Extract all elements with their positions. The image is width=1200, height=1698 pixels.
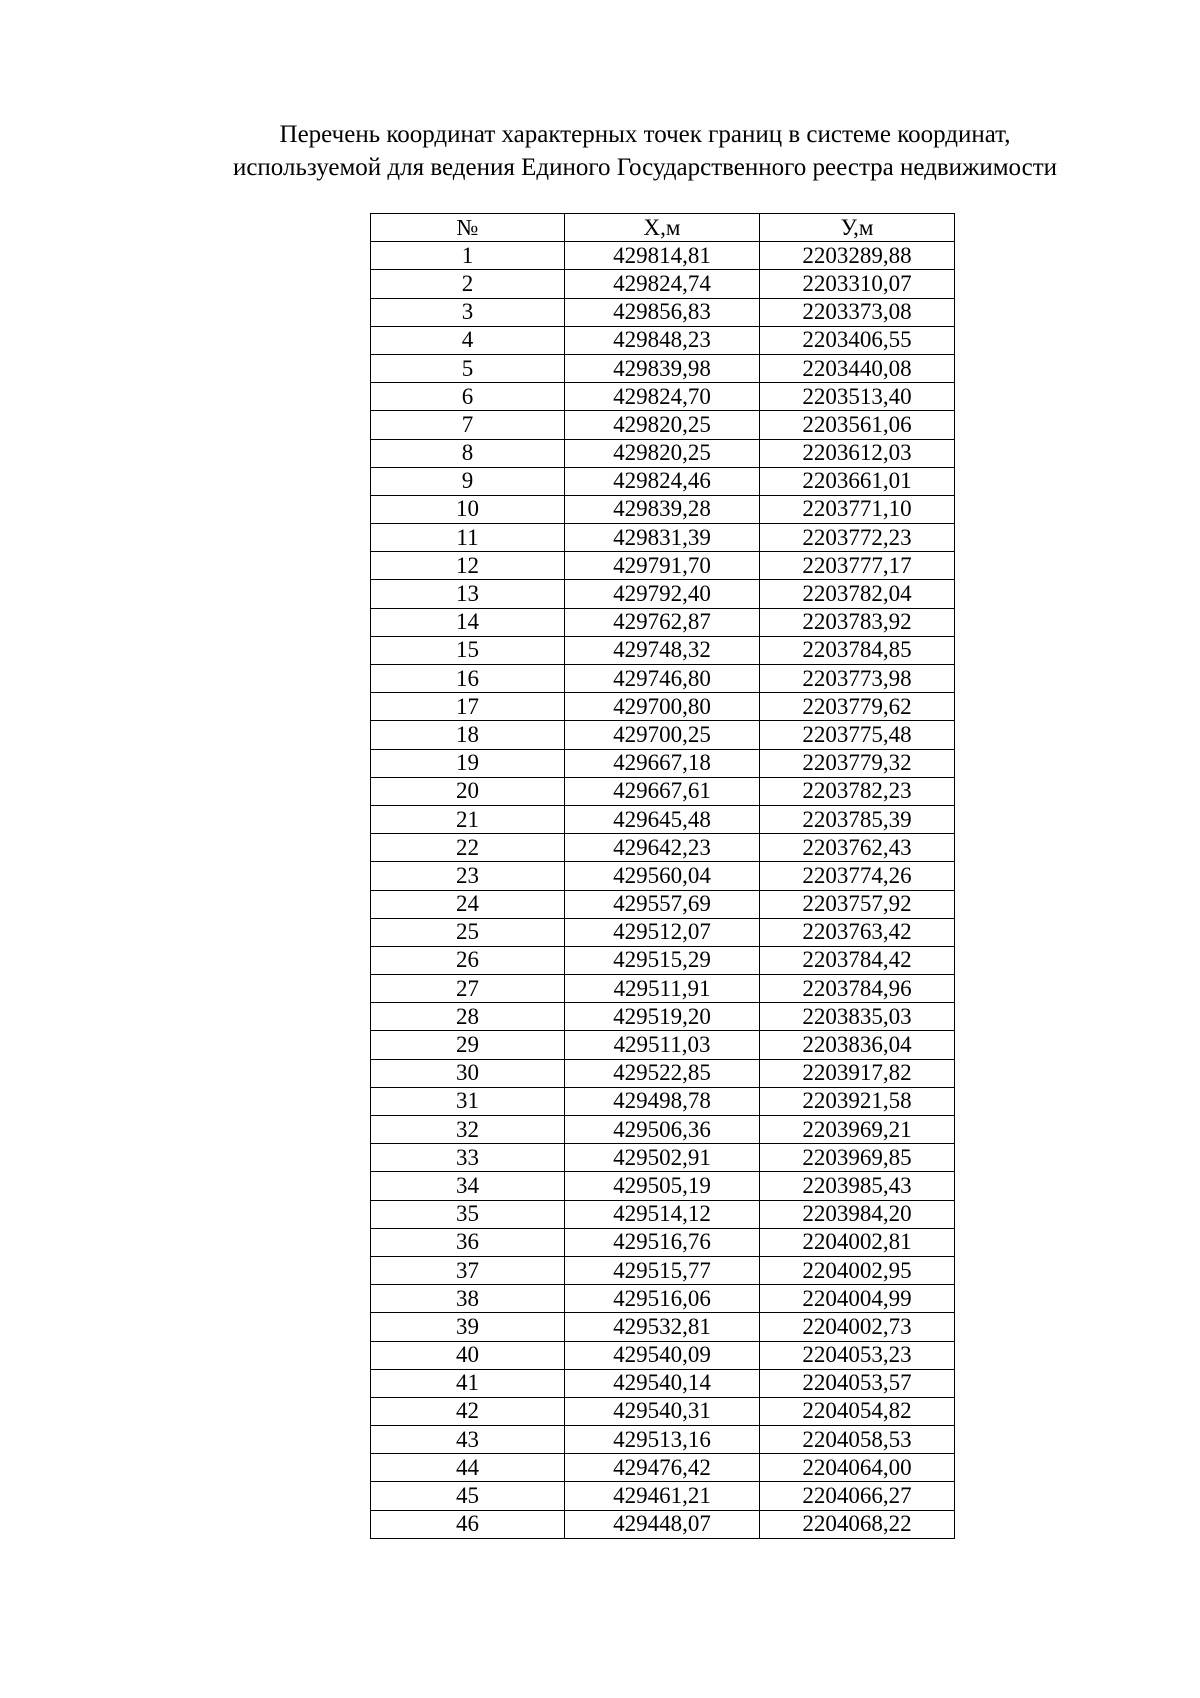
x-coordinate-cell: 429461,21	[565, 1482, 760, 1510]
table-row	[371, 693, 955, 721]
point-number-cell: 1	[371, 242, 565, 270]
point-number-cell: 42	[371, 1397, 565, 1425]
table-row	[371, 749, 955, 777]
point-number-cell: 10	[371, 495, 565, 523]
y-coordinate-cell: 2204066,27	[760, 1482, 955, 1510]
point-number-cell: 27	[371, 975, 565, 1003]
table-row	[371, 524, 955, 552]
table-row	[371, 1369, 955, 1397]
y-coordinate-cell: 2204068,22	[760, 1510, 955, 1538]
table-row	[371, 326, 955, 354]
title-line-2: используемой для ведения Единого Государственного реестра недвижимости	[232, 154, 1058, 181]
x-coordinate-cell: 429746,80	[565, 665, 760, 693]
table-row	[371, 1228, 955, 1256]
x-coordinate-cell: 429700,25	[565, 721, 760, 749]
point-number-cell: 5	[371, 354, 565, 382]
x-coordinate-cell: 429515,29	[565, 946, 760, 974]
table-row	[371, 1116, 955, 1144]
y-coordinate-cell: 2203373,08	[760, 298, 955, 326]
x-coordinate-cell: 429476,42	[565, 1454, 760, 1482]
x-coordinate-cell: 429522,85	[565, 1059, 760, 1087]
y-coordinate-cell: 2203779,62	[760, 693, 955, 721]
y-coordinate-cell: 2203612,03	[760, 439, 955, 467]
point-number-cell: 39	[371, 1313, 565, 1341]
y-coordinate-cell: 2203777,17	[760, 552, 955, 580]
header-y: У,м	[760, 214, 955, 242]
table-row	[371, 834, 955, 862]
point-number-cell: 18	[371, 721, 565, 749]
y-coordinate-cell: 2203784,85	[760, 636, 955, 664]
x-coordinate-cell: 429748,32	[565, 636, 760, 664]
table-header-row	[371, 214, 955, 242]
y-coordinate-cell: 2203917,82	[760, 1059, 955, 1087]
point-number-cell: 20	[371, 777, 565, 805]
y-coordinate-cell: 2204004,99	[760, 1285, 955, 1313]
x-coordinate-cell: 429824,74	[565, 270, 760, 298]
point-number-cell: 43	[371, 1426, 565, 1454]
x-coordinate-cell: 429515,77	[565, 1256, 760, 1284]
point-number-cell: 30	[371, 1059, 565, 1087]
x-coordinate-cell: 429513,16	[565, 1426, 760, 1454]
x-coordinate-cell: 429667,18	[565, 749, 760, 777]
y-coordinate-cell: 2203774,26	[760, 862, 955, 890]
point-number-cell: 35	[371, 1200, 565, 1228]
x-coordinate-cell: 429839,98	[565, 354, 760, 382]
x-coordinate-cell: 429511,03	[565, 1031, 760, 1059]
x-coordinate-cell: 429824,70	[565, 383, 760, 411]
table-row	[371, 1031, 955, 1059]
table-row	[371, 1510, 955, 1538]
x-coordinate-cell: 429557,69	[565, 890, 760, 918]
x-coordinate-cell: 429856,83	[565, 298, 760, 326]
y-coordinate-cell: 2203775,48	[760, 721, 955, 749]
table-row	[371, 1285, 955, 1313]
table-row	[371, 608, 955, 636]
table-row	[371, 552, 955, 580]
table-row	[371, 777, 955, 805]
point-number-cell: 17	[371, 693, 565, 721]
table-row	[371, 1087, 955, 1115]
y-coordinate-cell: 2203969,85	[760, 1144, 955, 1172]
point-number-cell: 7	[371, 411, 565, 439]
table-row	[371, 1256, 955, 1284]
y-coordinate-cell: 2203785,39	[760, 805, 955, 833]
coordinates-table	[370, 213, 955, 1539]
x-coordinate-cell: 429505,19	[565, 1172, 760, 1200]
x-coordinate-cell: 429645,48	[565, 805, 760, 833]
point-number-cell: 41	[371, 1369, 565, 1397]
table-row	[371, 495, 955, 523]
y-coordinate-cell: 2203757,92	[760, 890, 955, 918]
table-row	[371, 1144, 955, 1172]
x-coordinate-cell: 429667,61	[565, 777, 760, 805]
table-row	[371, 580, 955, 608]
y-coordinate-cell: 2203773,98	[760, 665, 955, 693]
x-coordinate-cell: 429831,39	[565, 524, 760, 552]
x-coordinate-cell: 429511,91	[565, 975, 760, 1003]
table-row	[371, 411, 955, 439]
y-coordinate-cell: 2204002,81	[760, 1228, 955, 1256]
point-number-cell: 8	[371, 439, 565, 467]
point-number-cell: 22	[371, 834, 565, 862]
point-number-cell: 12	[371, 552, 565, 580]
title-line-1: Перечень координат характерных точек границ в системе координат,	[279, 121, 1011, 148]
point-number-cell: 21	[371, 805, 565, 833]
y-coordinate-cell: 2203561,06	[760, 411, 955, 439]
y-coordinate-cell: 2203440,08	[760, 354, 955, 382]
table-row	[371, 354, 955, 382]
point-number-cell: 31	[371, 1087, 565, 1115]
y-coordinate-cell: 2204002,73	[760, 1313, 955, 1341]
table-body	[371, 242, 955, 1539]
point-number-cell: 45	[371, 1482, 565, 1510]
table-row	[371, 1341, 955, 1369]
y-coordinate-cell: 2203784,42	[760, 946, 955, 974]
table-row	[371, 862, 955, 890]
table-row	[371, 1200, 955, 1228]
x-coordinate-cell: 429792,40	[565, 580, 760, 608]
point-number-cell: 46	[371, 1510, 565, 1538]
x-coordinate-cell: 429839,28	[565, 495, 760, 523]
x-coordinate-cell: 429502,91	[565, 1144, 760, 1172]
x-coordinate-cell: 429820,25	[565, 439, 760, 467]
y-coordinate-cell: 2204064,00	[760, 1454, 955, 1482]
y-coordinate-cell: 2203985,43	[760, 1172, 955, 1200]
x-coordinate-cell: 429506,36	[565, 1116, 760, 1144]
x-coordinate-cell: 429540,31	[565, 1397, 760, 1425]
point-number-cell: 44	[371, 1454, 565, 1482]
y-coordinate-cell: 2203289,88	[760, 242, 955, 270]
point-number-cell: 33	[371, 1144, 565, 1172]
x-coordinate-cell: 429514,12	[565, 1200, 760, 1228]
point-number-cell: 23	[371, 862, 565, 890]
x-coordinate-cell: 429540,14	[565, 1369, 760, 1397]
y-coordinate-cell: 2204058,53	[760, 1426, 955, 1454]
header-number: №	[371, 214, 565, 242]
y-coordinate-cell: 2204053,23	[760, 1341, 955, 1369]
table-row	[371, 975, 955, 1003]
x-coordinate-cell: 429519,20	[565, 1003, 760, 1031]
table-row	[371, 665, 955, 693]
y-coordinate-cell: 2203513,40	[760, 383, 955, 411]
y-coordinate-cell: 2203782,23	[760, 777, 955, 805]
y-coordinate-cell: 2203406,55	[760, 326, 955, 354]
x-coordinate-cell: 429498,78	[565, 1087, 760, 1115]
y-coordinate-cell: 2203310,07	[760, 270, 955, 298]
table-row	[371, 467, 955, 495]
table-row	[371, 946, 955, 974]
point-number-cell: 32	[371, 1116, 565, 1144]
point-number-cell: 2	[371, 270, 565, 298]
point-number-cell: 24	[371, 890, 565, 918]
point-number-cell: 3	[371, 298, 565, 326]
y-coordinate-cell: 2203782,04	[760, 580, 955, 608]
x-coordinate-cell: 429791,70	[565, 552, 760, 580]
x-coordinate-cell: 429642,23	[565, 834, 760, 862]
point-number-cell: 13	[371, 580, 565, 608]
point-number-cell: 14	[371, 608, 565, 636]
y-coordinate-cell: 2203772,23	[760, 524, 955, 552]
y-coordinate-cell: 2203984,20	[760, 1200, 955, 1228]
table-row	[371, 721, 955, 749]
point-number-cell: 34	[371, 1172, 565, 1200]
document-title	[150, 118, 1140, 184]
table-row	[371, 1003, 955, 1031]
x-coordinate-cell: 429560,04	[565, 862, 760, 890]
point-number-cell: 37	[371, 1256, 565, 1284]
y-coordinate-cell: 2204054,82	[760, 1397, 955, 1425]
point-number-cell: 28	[371, 1003, 565, 1031]
y-coordinate-cell: 2203969,21	[760, 1116, 955, 1144]
point-number-cell: 38	[371, 1285, 565, 1313]
table-row	[371, 383, 955, 411]
x-coordinate-cell: 429516,76	[565, 1228, 760, 1256]
table-row	[371, 918, 955, 946]
table-row	[371, 1313, 955, 1341]
y-coordinate-cell: 2203779,32	[760, 749, 955, 777]
table-row	[371, 1059, 955, 1087]
point-number-cell: 36	[371, 1228, 565, 1256]
x-coordinate-cell: 429540,09	[565, 1341, 760, 1369]
y-coordinate-cell: 2203771,10	[760, 495, 955, 523]
x-coordinate-cell: 429820,25	[565, 411, 760, 439]
table-row	[371, 1482, 955, 1510]
y-coordinate-cell: 2204002,95	[760, 1256, 955, 1284]
point-number-cell: 16	[371, 665, 565, 693]
x-coordinate-cell: 429448,07	[565, 1510, 760, 1538]
point-number-cell: 26	[371, 946, 565, 974]
table-row	[371, 636, 955, 664]
y-coordinate-cell: 2203836,04	[760, 1031, 955, 1059]
point-number-cell: 15	[371, 636, 565, 664]
table-row	[371, 890, 955, 918]
y-coordinate-cell: 2203762,43	[760, 834, 955, 862]
x-coordinate-cell: 429700,80	[565, 693, 760, 721]
point-number-cell: 40	[371, 1341, 565, 1369]
point-number-cell: 9	[371, 467, 565, 495]
y-coordinate-cell: 2203921,58	[760, 1087, 955, 1115]
table-row	[371, 242, 955, 270]
x-coordinate-cell: 429814,81	[565, 242, 760, 270]
x-coordinate-cell: 429512,07	[565, 918, 760, 946]
point-number-cell: 11	[371, 524, 565, 552]
table-row	[371, 298, 955, 326]
point-number-cell: 29	[371, 1031, 565, 1059]
table-row	[371, 1172, 955, 1200]
table-row	[371, 1397, 955, 1425]
table-row	[371, 439, 955, 467]
point-number-cell: 6	[371, 383, 565, 411]
table-row	[371, 1454, 955, 1482]
table-row	[371, 805, 955, 833]
point-number-cell: 19	[371, 749, 565, 777]
y-coordinate-cell: 2203835,03	[760, 1003, 955, 1031]
y-coordinate-cell: 2203763,42	[760, 918, 955, 946]
x-coordinate-cell: 429516,06	[565, 1285, 760, 1313]
y-coordinate-cell: 2203783,92	[760, 608, 955, 636]
point-number-cell: 4	[371, 326, 565, 354]
x-coordinate-cell: 429532,81	[565, 1313, 760, 1341]
y-coordinate-cell: 2203661,01	[760, 467, 955, 495]
table-row	[371, 270, 955, 298]
y-coordinate-cell: 2204053,57	[760, 1369, 955, 1397]
point-number-cell: 25	[371, 918, 565, 946]
header-x: Х,м	[565, 214, 760, 242]
x-coordinate-cell: 429824,46	[565, 467, 760, 495]
x-coordinate-cell: 429848,23	[565, 326, 760, 354]
x-coordinate-cell: 429762,87	[565, 608, 760, 636]
table-row	[371, 1426, 955, 1454]
y-coordinate-cell: 2203784,96	[760, 975, 955, 1003]
